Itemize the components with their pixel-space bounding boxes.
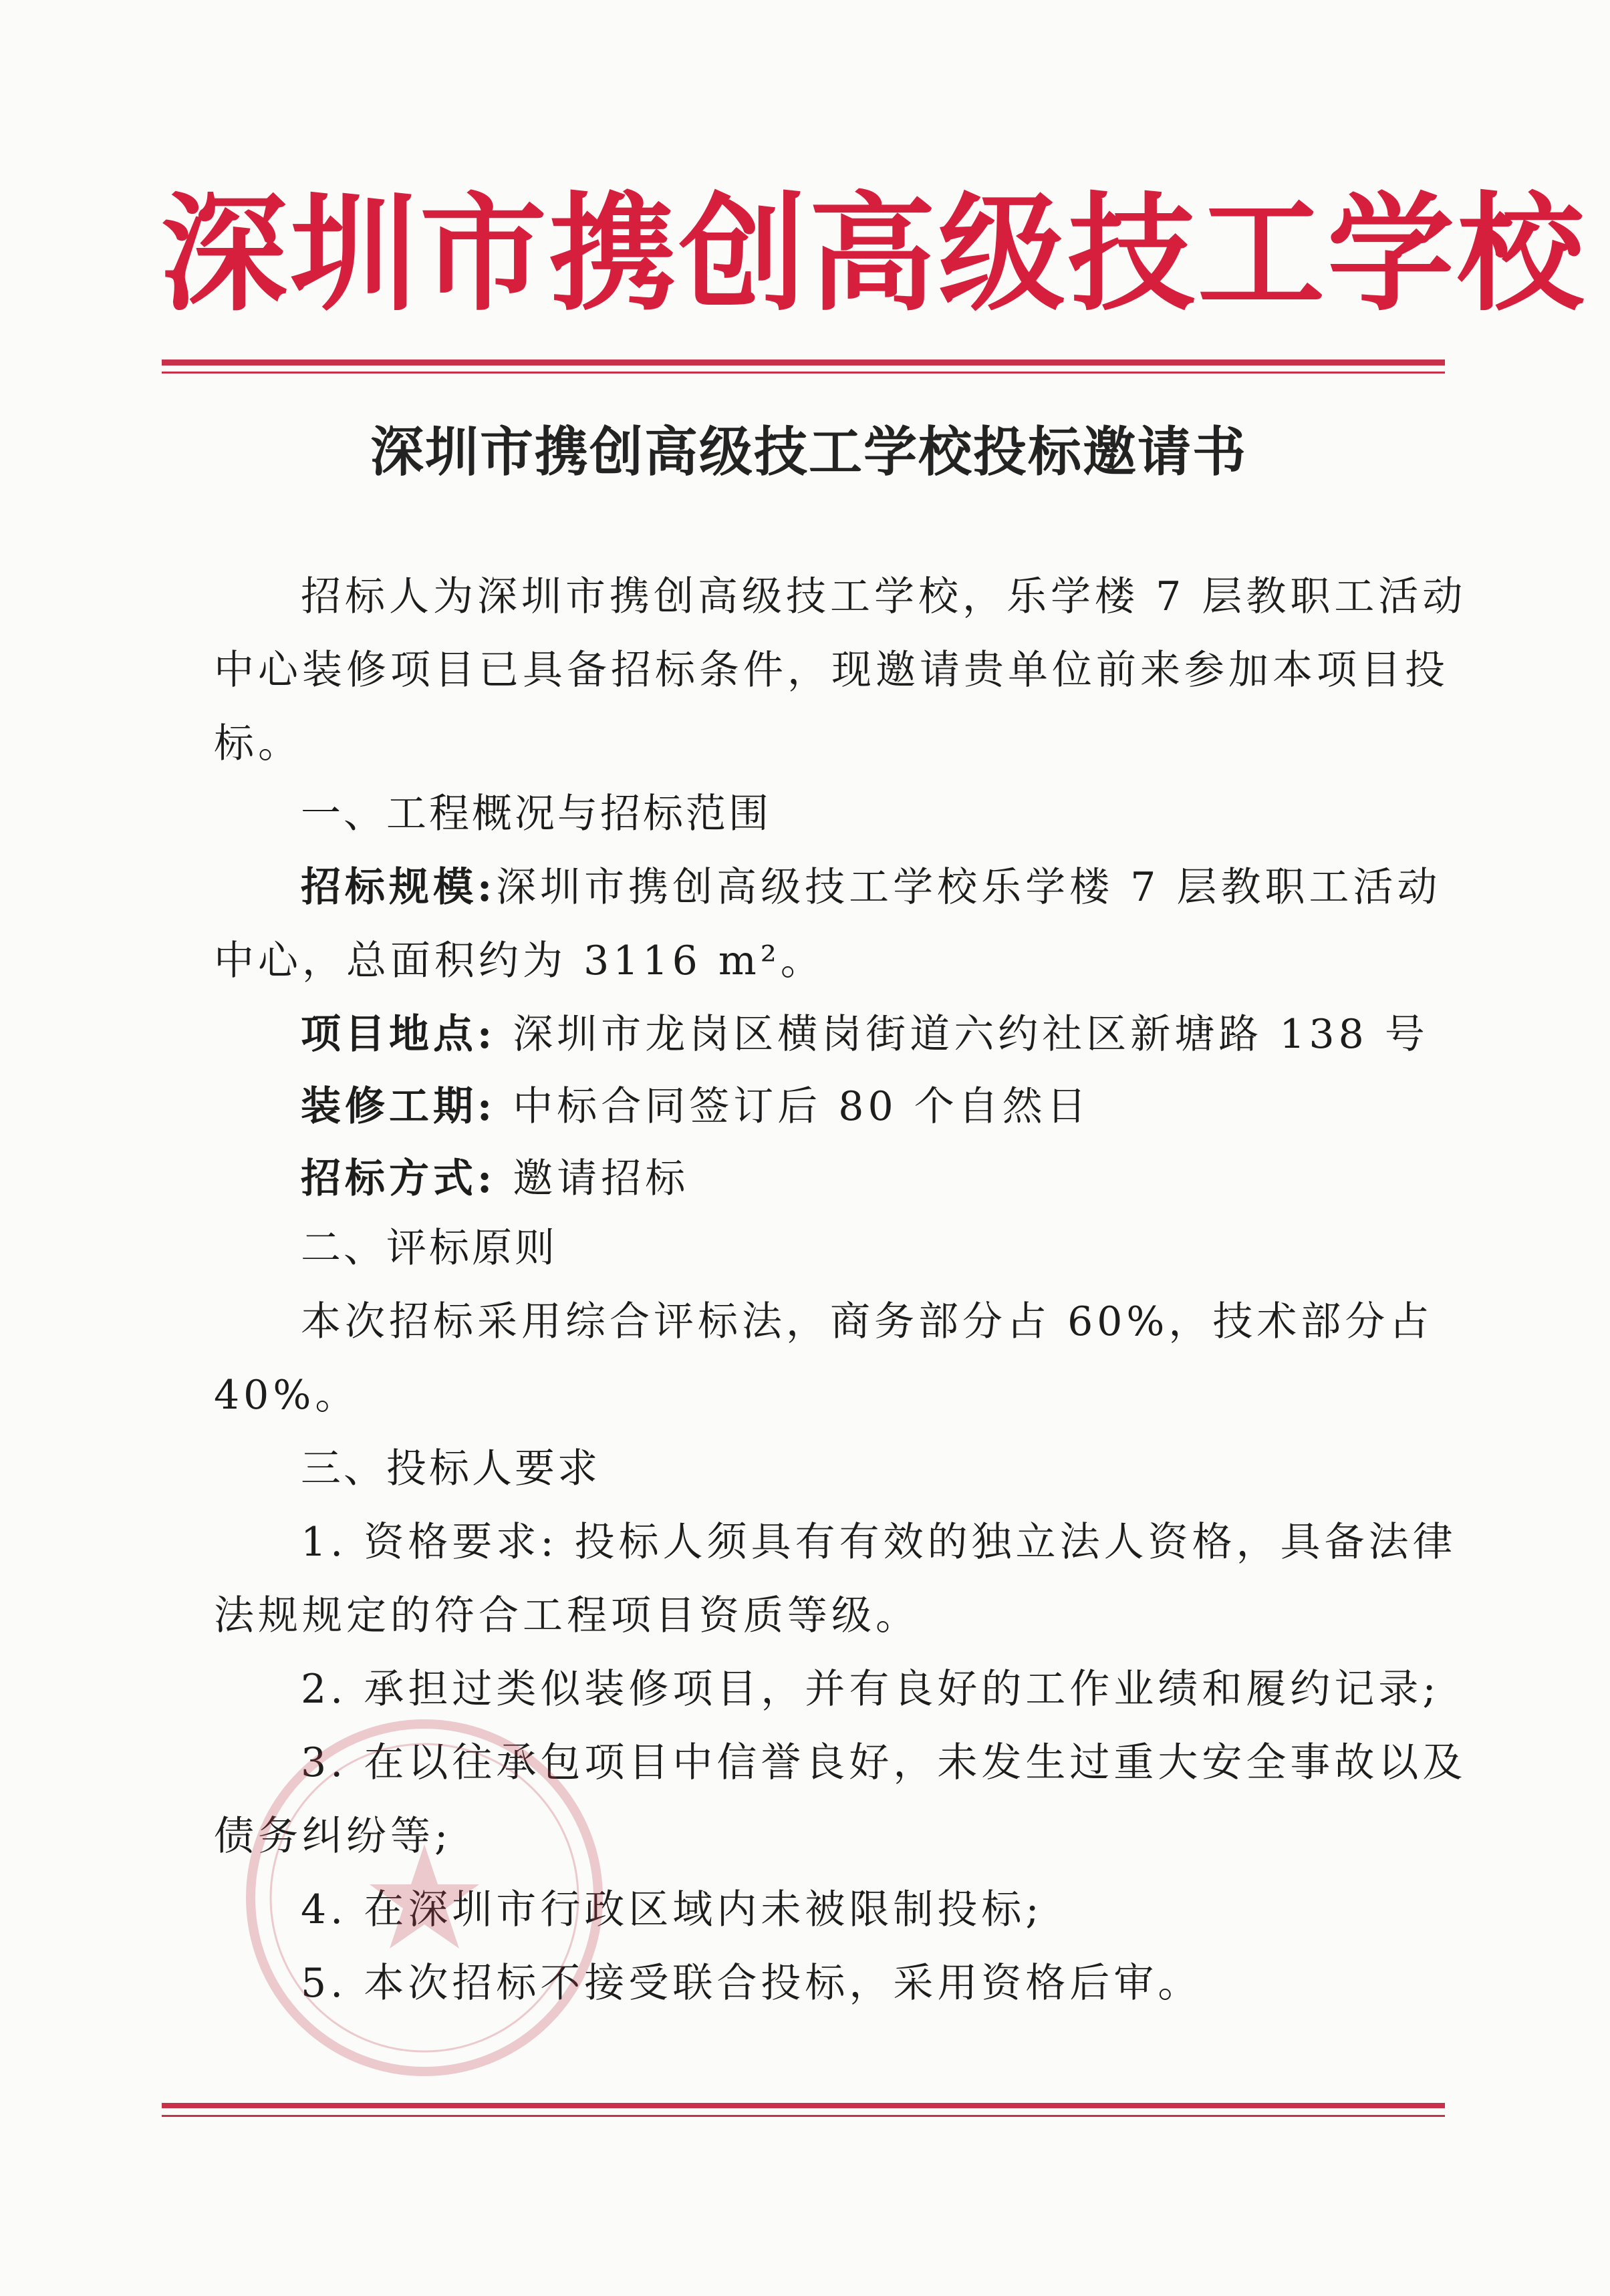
requirement-2: 2. 承担过类似装修项目，并有良好的工作业绩和履约记录; <box>301 1666 1440 1713</box>
requirement-4: 4. 在深圳市行政区域内未被限制投标; <box>301 1886 1043 1933</box>
letterhead-school-name: 深圳市携创高级技工学校 <box>160 179 1587 328</box>
intro-line-2: 中心装修项目已具备招标条件，现邀请贵单位前来参加本项目投 <box>214 647 1449 694</box>
letterhead-rule-thick <box>162 360 1445 366</box>
requirement-3-line-2: 债务纠纷等; <box>214 1813 452 1860</box>
method-value: 邀请招标 <box>513 1155 690 1202</box>
section-3-heading: 三、投标人要求 <box>301 1445 600 1492</box>
scale-value-continued: 中心，总面积约为 3116 m²。 <box>214 938 825 984</box>
intro-line-3: 标。 <box>214 720 302 767</box>
requirement-5: 5. 本次招标不接受联合投标，采用资格后审。 <box>301 1960 1202 2007</box>
intro-line-1: 招标人为深圳市携创高级技工学校，乐学楼 7 层教职工活动 <box>301 573 1467 620</box>
location-label: 项目地点: <box>301 1011 497 1058</box>
evaluation-line-2: 40%。 <box>214 1372 360 1419</box>
footer-rule-thick <box>162 2103 1445 2108</box>
footer-rule-thin <box>162 2115 1445 2117</box>
method-label: 招标方式: <box>301 1155 497 1202</box>
requirement-3-line-1: 3. 在以往承包项目中信誉良好，未发生过重大安全事故以及 <box>301 1739 1467 1786</box>
requirement-1-line-1: 1. 资格要求: 投标人须具有有效的独立法人资格，具备法律 <box>301 1519 1457 1566</box>
scale-value: 深圳市携创高级技工学校乐学楼 7 层教职工活动 <box>496 864 1442 911</box>
scale-label: 招标规模: <box>301 864 497 911</box>
scale-line <box>301 855 1441 913</box>
period-label: 装修工期: <box>301 1083 497 1130</box>
section-2-heading: 二、评标原则 <box>301 1225 557 1272</box>
requirement-1-line-2: 法规规定的符合工程项目资质等级。 <box>214 1592 920 1639</box>
section-1-heading: 一、工程概况与招标范围 <box>301 791 771 837</box>
location-line <box>301 1002 1429 1060</box>
method-line <box>301 1147 689 1204</box>
period-value: 中标合同签订后 80 个自然日 <box>513 1083 1091 1130</box>
letterhead-rule-thin <box>162 372 1445 374</box>
period-line <box>301 1074 1091 1132</box>
location-value: 深圳市龙岗区横岗街道六约社区新塘路 138 号 <box>513 1011 1429 1058</box>
official-seal-stamp <box>237 1711 612 2085</box>
document-title: 深圳市携创高级技工学校投标邀请书 <box>370 420 1247 483</box>
evaluation-line-1: 本次招标采用综合评标法，商务部分占 60%，技术部分占 <box>301 1298 1434 1345</box>
